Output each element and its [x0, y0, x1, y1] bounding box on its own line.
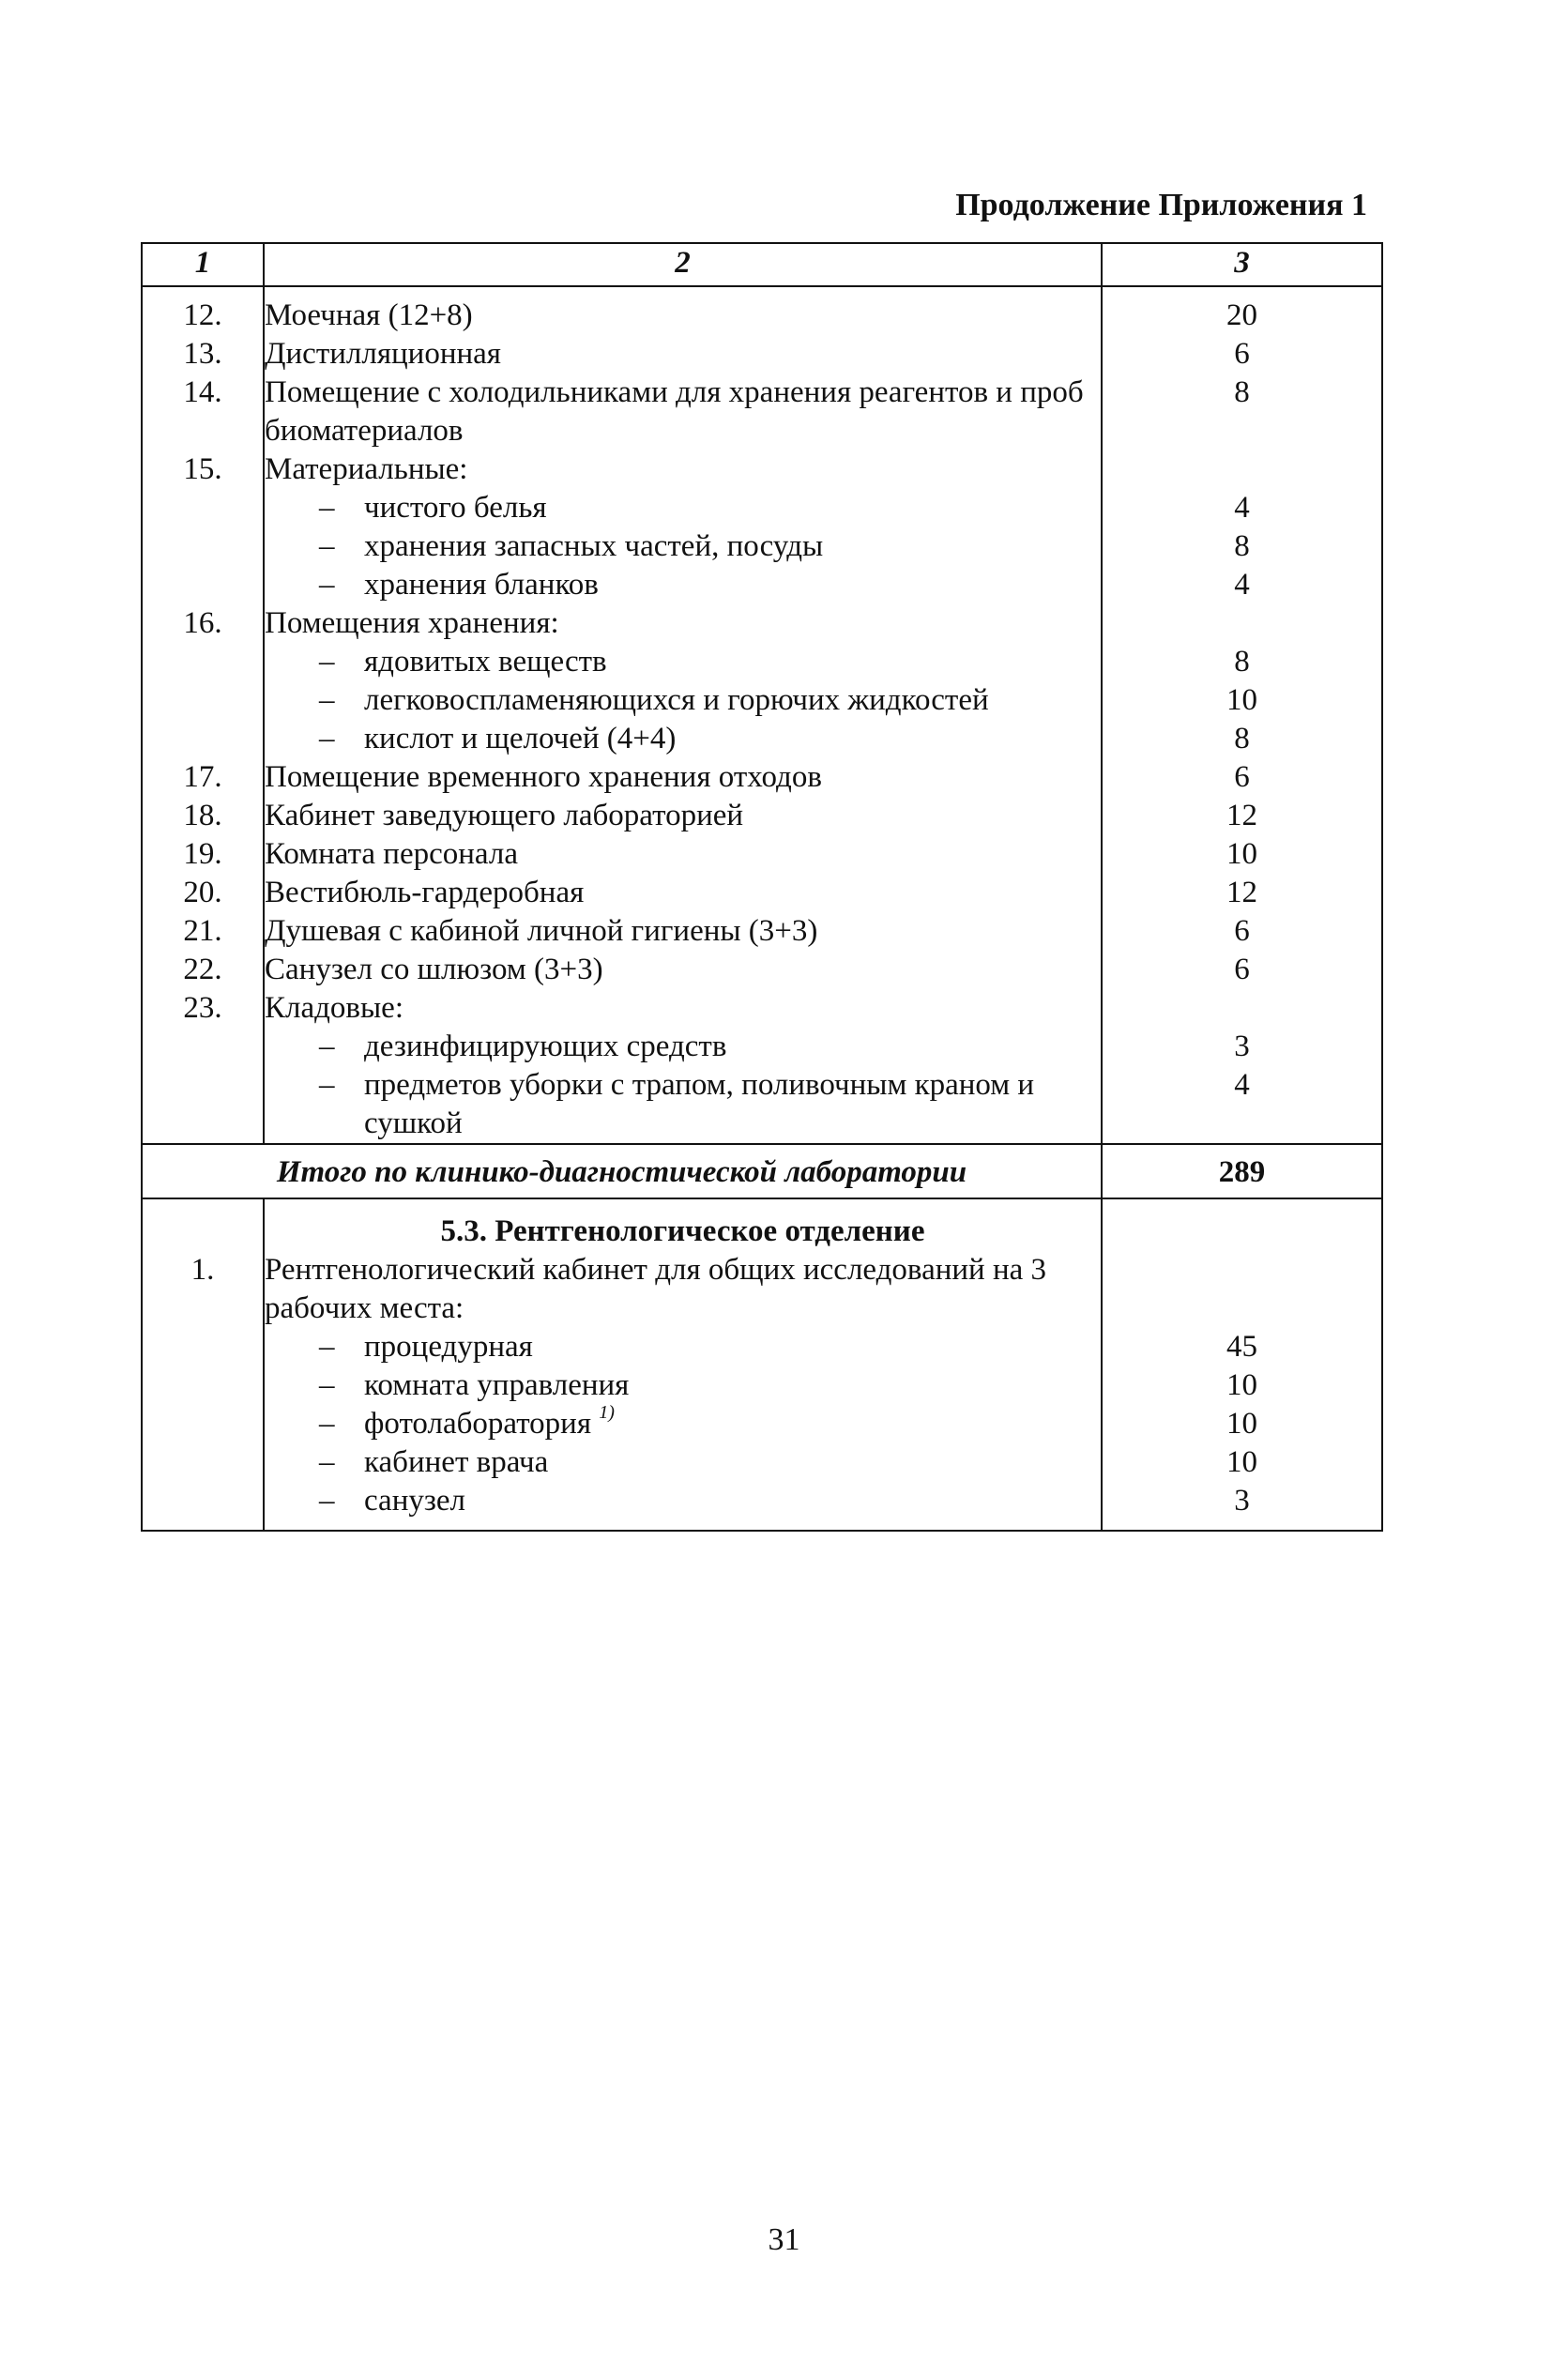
row-number: 1.	[142, 1251, 264, 1328]
row-area-value: 10	[1102, 681, 1382, 720]
list-dash: –	[319, 1068, 335, 1102]
row-area-value: 4	[1102, 566, 1382, 604]
row-name: ядовитых веществ	[364, 645, 607, 679]
table-row	[142, 1328, 1382, 1366]
row-number: 21.	[142, 912, 264, 951]
list-dash: –	[319, 645, 335, 679]
list-dash: –	[319, 1484, 335, 1518]
empty-cell	[142, 1198, 264, 1251]
column-header-2: 2	[264, 243, 1102, 286]
table-row	[142, 374, 1382, 450]
empty-cell	[1102, 1198, 1382, 1251]
row-number: 12.	[142, 286, 264, 335]
rooms-table	[141, 242, 1383, 1532]
row-number: 14.	[142, 374, 264, 450]
row-area-value: 20	[1102, 286, 1382, 335]
row-area-value: 4	[1102, 489, 1382, 527]
table-row	[142, 989, 1382, 1028]
row-name: кабинет врача	[364, 1445, 549, 1479]
table-row	[142, 1028, 1382, 1066]
total-value: 289	[1102, 1144, 1382, 1198]
row-name: предметов уборки с трапом, поливочным краном и сушкой	[364, 1068, 1035, 1140]
row-name: Кабинет заведующего лабораторией	[264, 797, 1102, 835]
row-name: чистого белья	[364, 491, 547, 525]
row-area-value: 6	[1102, 951, 1382, 989]
table-row	[142, 912, 1382, 951]
table-row	[142, 720, 1382, 758]
table-header-row	[142, 243, 1382, 286]
row-name: Помещение временного хранения отходов	[264, 758, 1102, 797]
row-number	[142, 1328, 264, 1366]
row-number	[142, 1066, 264, 1144]
table-row	[142, 450, 1382, 489]
row-name-cell	[264, 1328, 1102, 1366]
row-area-value: 8	[1102, 720, 1382, 758]
table-row	[142, 951, 1382, 989]
row-area-value: 8	[1102, 374, 1382, 450]
table-row	[142, 797, 1382, 835]
total-label: Итого по клинико-диагностической лаборатории	[142, 1144, 1102, 1198]
row-name: Душевая с кабиной личной гигиены (3+3)	[264, 912, 1102, 951]
row-name: фотолаборатория	[364, 1407, 592, 1441]
row-name: Помещения хранения:	[264, 604, 1102, 643]
row-number	[142, 720, 264, 758]
list-dash: –	[319, 529, 335, 563]
row-number	[142, 1405, 264, 1443]
row-number	[142, 681, 264, 720]
row-area-value	[1102, 1251, 1382, 1328]
column-header-1: 1	[142, 243, 264, 286]
row-number	[142, 1028, 264, 1066]
row-area-value: 4	[1102, 1066, 1382, 1144]
row-name: Рентгенологический кабинет для общих исследований на 3 рабочих места:	[264, 1251, 1102, 1328]
row-area-value: 8	[1102, 643, 1382, 681]
row-number	[142, 566, 264, 604]
row-area-value: 6	[1102, 335, 1382, 374]
row-name: легковоспламеняющихся и горючих жидкостей	[364, 683, 989, 717]
row-number: 15.	[142, 450, 264, 489]
list-dash: –	[319, 491, 335, 525]
section-title: 5.3. Рентгенологическое отделение	[264, 1198, 1102, 1251]
row-area-value	[1102, 450, 1382, 489]
row-area-value: 10	[1102, 1405, 1382, 1443]
table-row	[142, 286, 1382, 335]
row-area-value	[1102, 989, 1382, 1028]
row-number	[142, 1366, 264, 1405]
continuation-title: Продолжение Приложения 1	[955, 188, 1367, 222]
row-name: санузел	[364, 1484, 466, 1518]
page-number: 31	[768, 2222, 800, 2257]
row-name: хранения запасных частей, посуды	[364, 529, 824, 563]
table-row	[142, 527, 1382, 566]
row-area-value: 12	[1102, 874, 1382, 912]
row-name: процедурная	[364, 1330, 533, 1364]
list-dash: –	[319, 1445, 335, 1479]
row-name-cell	[264, 527, 1102, 566]
table-row	[142, 604, 1382, 643]
row-name: хранения бланков	[364, 568, 599, 602]
row-area-value: 3	[1102, 1028, 1382, 1066]
row-number	[142, 489, 264, 527]
list-dash: –	[319, 568, 335, 602]
table-row	[142, 1366, 1382, 1405]
table-row	[142, 681, 1382, 720]
table-row	[142, 1066, 1382, 1144]
column-header-3: 3	[1102, 243, 1382, 286]
row-number: 17.	[142, 758, 264, 797]
row-area-value	[1102, 604, 1382, 643]
row-name: Санузел со шлюзом (3+3)	[264, 951, 1102, 989]
footnote-marker: 1)	[599, 1402, 615, 1423]
row-name: Комната персонала	[264, 835, 1102, 874]
row-name: Моечная (12+8)	[264, 286, 1102, 335]
table-row	[142, 643, 1382, 681]
table-row	[142, 874, 1382, 912]
row-name: Материальные:	[264, 450, 1102, 489]
row-area-value: 12	[1102, 797, 1382, 835]
row-name-cell	[264, 720, 1102, 758]
row-area-value: 45	[1102, 1328, 1382, 1366]
list-dash: –	[319, 1407, 335, 1441]
table-row	[142, 1251, 1382, 1328]
row-name: дезинфицирующих средств	[364, 1030, 727, 1063]
table-row	[142, 835, 1382, 874]
row-area-value: 10	[1102, 1366, 1382, 1405]
row-number: 22.	[142, 951, 264, 989]
row-name-cell	[264, 1402, 1102, 1443]
row-name-cell	[264, 1482, 1102, 1531]
table-row	[142, 1405, 1382, 1443]
list-dash: –	[319, 722, 335, 755]
row-number: 23.	[142, 989, 264, 1028]
list-dash: –	[319, 1368, 335, 1402]
row-number	[142, 643, 264, 681]
row-area-value: 3	[1102, 1482, 1382, 1531]
list-dash: –	[319, 1330, 335, 1364]
row-name: Помещение с холодильниками для хранения реагентов и проб биоматериалов	[264, 374, 1102, 450]
row-name: Дистилляционная	[264, 335, 1102, 374]
row-name-cell	[264, 1443, 1102, 1482]
row-name: Вестибюль-гардеробная	[264, 874, 1102, 912]
row-number: 18.	[142, 797, 264, 835]
row-area-value: 8	[1102, 527, 1382, 566]
row-area-value: 10	[1102, 1443, 1382, 1482]
section-header-row	[142, 1198, 1382, 1251]
row-name-cell	[264, 1366, 1102, 1405]
table-row	[142, 566, 1382, 604]
row-number: 20.	[142, 874, 264, 912]
row-name: комната управления	[364, 1368, 630, 1402]
row-name: Кладовые:	[264, 989, 1102, 1028]
list-dash: –	[319, 1030, 335, 1063]
row-number: 16.	[142, 604, 264, 643]
table-row	[142, 758, 1382, 797]
row-number: 13.	[142, 335, 264, 374]
table-row	[142, 1443, 1382, 1482]
row-area-value: 10	[1102, 835, 1382, 874]
list-dash: –	[319, 683, 335, 717]
total-row	[142, 1144, 1382, 1198]
row-number	[142, 1482, 264, 1531]
row-name-cell	[264, 681, 1102, 720]
table-row	[142, 489, 1382, 527]
row-name-cell	[264, 489, 1102, 527]
row-name: кислот и щелочей (4+4)	[364, 722, 677, 755]
row-number: 19.	[142, 835, 264, 874]
row-number	[142, 1443, 264, 1482]
row-name-cell	[264, 643, 1102, 681]
row-name-cell	[264, 1028, 1102, 1066]
row-area-value: 6	[1102, 912, 1382, 951]
table-row	[142, 335, 1382, 374]
table-row	[142, 1482, 1382, 1531]
row-area-value: 6	[1102, 758, 1382, 797]
row-number	[142, 527, 264, 566]
row-name-cell	[264, 1066, 1102, 1144]
row-name-cell	[264, 566, 1102, 604]
